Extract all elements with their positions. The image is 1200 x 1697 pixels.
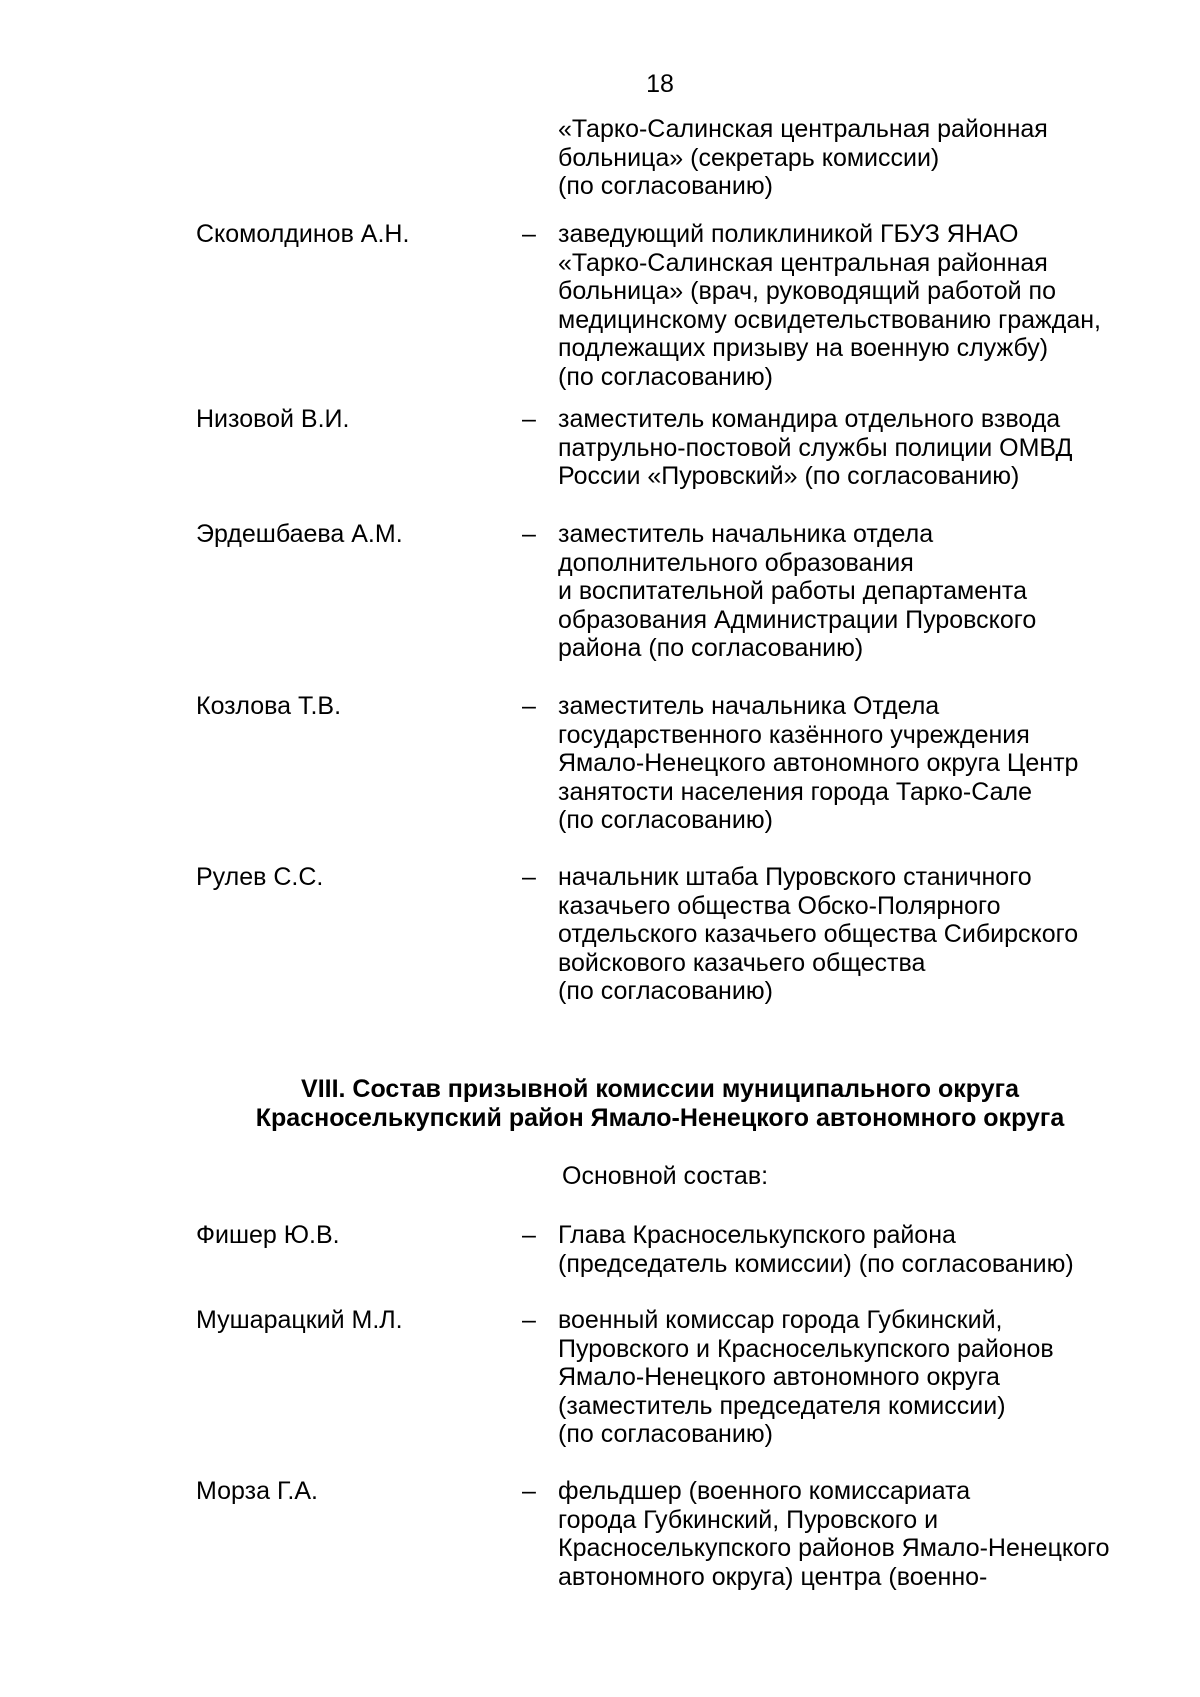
description-line: государственного казённого учреждения bbox=[558, 720, 1030, 749]
member-name: Мушарацкий М.Л. bbox=[196, 1306, 403, 1334]
member-description bbox=[558, 863, 1148, 1006]
member-description bbox=[558, 1477, 1148, 1591]
section-title bbox=[0, 1075, 1200, 1132]
description-line: начальник штаба Пуровского станичного bbox=[558, 863, 1032, 891]
member-description bbox=[558, 1221, 1148, 1278]
description-line: медицинскому освидетельствованию граждан, bbox=[558, 305, 1102, 334]
member-description bbox=[558, 520, 1148, 663]
member-entry bbox=[196, 863, 1156, 1006]
description-line: войскового казачьего общества bbox=[558, 948, 926, 977]
continuation-line: (по согласованию) bbox=[558, 172, 773, 201]
description-line: дополнительного образования bbox=[558, 548, 914, 577]
description-line: Глава Красноселькупского района bbox=[558, 1221, 956, 1249]
description-line: города Губкинский, Пуровского и bbox=[558, 1505, 939, 1534]
member-dash: – bbox=[522, 405, 536, 433]
description-line: военный комиссар города Губкинский, bbox=[558, 1306, 1003, 1334]
member-description bbox=[558, 220, 1148, 392]
member-entry bbox=[196, 1477, 1156, 1591]
description-line: отдельского казачьего общества Сибирского bbox=[558, 920, 1079, 949]
member-description bbox=[558, 405, 1148, 491]
member-description bbox=[558, 1306, 1148, 1449]
member-dash: – bbox=[522, 692, 536, 720]
description-line: России «Пуровский» (по согласованию) bbox=[558, 462, 1020, 491]
section-title-line: VIII. Состав призывной комиссии муниципального округа bbox=[301, 1075, 1019, 1103]
description-line: района (по согласованию) bbox=[558, 634, 864, 663]
member-name: Скомолдинов А.Н. bbox=[196, 220, 410, 248]
member-entry bbox=[196, 520, 1156, 663]
member-name: Низовой В.И. bbox=[196, 405, 350, 433]
member-description bbox=[558, 692, 1148, 835]
description-line: (по согласованию) bbox=[558, 806, 773, 835]
description-line: «Тарко-Салинская центральная районная bbox=[558, 248, 1048, 277]
description-line: (по согласованию) bbox=[558, 1420, 773, 1449]
description-line: подлежащих призыву на военную службу) bbox=[558, 334, 1049, 363]
member-entry bbox=[196, 405, 1156, 491]
description-line: патрульно-постовой службы полиции ОМВД bbox=[558, 433, 1073, 462]
member-entry bbox=[196, 692, 1156, 835]
description-line: заместитель начальника Отдела bbox=[558, 692, 940, 720]
description-line: Пуровского и Красноселькупского районов bbox=[558, 1334, 1054, 1363]
description-line: (по согласованию) bbox=[558, 977, 773, 1006]
page-number: 18 bbox=[646, 70, 674, 98]
member-dash: – bbox=[522, 1221, 536, 1249]
description-line: Ямало-Ненецкого автономного округа Центр bbox=[558, 749, 1079, 778]
member-dash: – bbox=[522, 220, 536, 248]
section-title-line: Красноселькупский район Ямало-Ненецкого автономного округа bbox=[255, 1103, 1065, 1132]
member-entry bbox=[196, 1221, 1156, 1278]
description-line: Ямало-Ненецкого автономного округа bbox=[558, 1363, 1000, 1392]
continuation-line: «Тарко-Салинская центральная районная bbox=[558, 115, 1048, 143]
member-dash: – bbox=[522, 520, 536, 548]
description-line: (по согласованию) bbox=[558, 362, 773, 391]
description-line: занятости населения города Тарко-Сале bbox=[558, 777, 1032, 806]
member-dash: – bbox=[522, 1477, 536, 1505]
description-line: (председатель комиссии) (по согласованию) bbox=[558, 1249, 1074, 1278]
description-line: образования Администрации Пуровского bbox=[558, 605, 1037, 634]
description-line: и воспитательной работы департамента bbox=[558, 577, 1027, 606]
description-line: фельдшер (военного комиссариата bbox=[558, 1477, 971, 1505]
continuation-text bbox=[558, 115, 1158, 201]
member-name: Рулев С.С. bbox=[196, 863, 324, 891]
description-line: автономного округа) центра (военно- bbox=[558, 1562, 988, 1591]
member-name: Козлова Т.В. bbox=[196, 692, 342, 720]
member-dash: – bbox=[522, 863, 536, 891]
member-entry bbox=[196, 220, 1156, 392]
member-name: Морза Г.А. bbox=[196, 1477, 318, 1505]
member-entry bbox=[196, 1306, 1156, 1449]
description-line: заместитель командира отдельного взвода bbox=[558, 405, 1061, 433]
composition-subheading: Основной состав: bbox=[562, 1162, 769, 1190]
description-line: казачьего общества Обско-Полярного bbox=[558, 891, 1001, 920]
member-name: Фишер Ю.В. bbox=[196, 1221, 340, 1249]
description-line: заместитель начальника отдела bbox=[558, 520, 934, 548]
description-line: заведующий поликлиникой ГБУЗ ЯНАО bbox=[558, 220, 1019, 248]
member-dash: – bbox=[522, 1306, 536, 1334]
description-line: Красноселькупского районов Ямало-Ненецкого bbox=[558, 1534, 1110, 1563]
description-line: больница» (врач, руководящий работой по bbox=[558, 277, 1056, 306]
continuation-line: больница» (секретарь комиссии) bbox=[558, 143, 940, 172]
description-line: (заместитель председателя комиссии) bbox=[558, 1391, 1006, 1420]
member-name: Эрдешбаева А.М. bbox=[196, 520, 403, 548]
